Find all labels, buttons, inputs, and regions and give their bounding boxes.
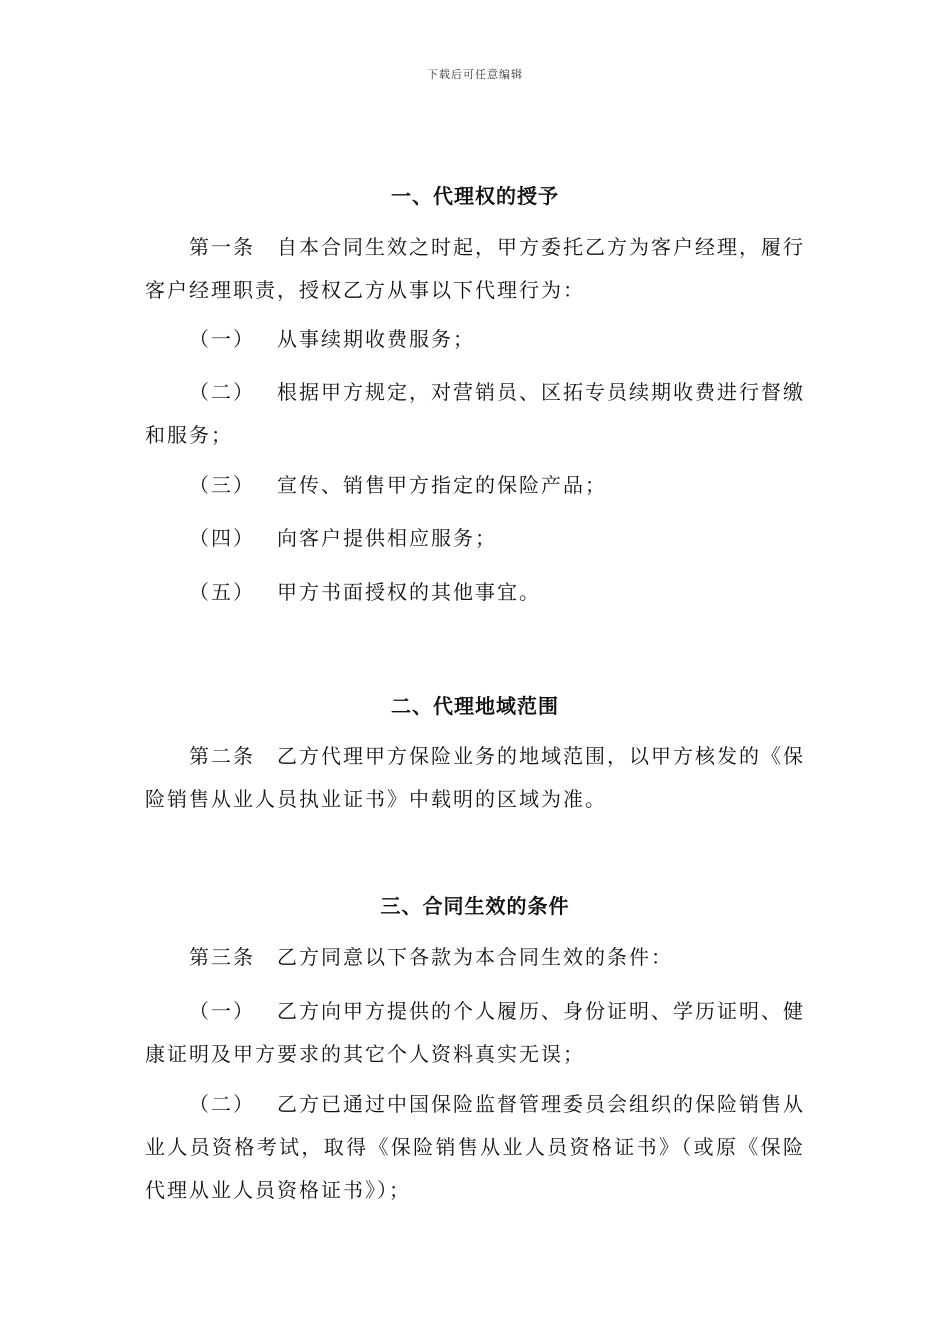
section-title: 一、代理权的授予 [391,184,559,208]
item-number: （二） [189,1092,255,1116]
item-text: 宣传、销售甲方指定的保险产品； [277,473,607,497]
item-text: 甲方书面授权的其他事宜。 [277,580,541,604]
list-item [145,990,805,1076]
item-number: （五） [189,580,255,604]
article-label: 第一条 [189,235,255,259]
list-item [145,1083,805,1212]
item-text: 乙方向甲方提供的个人履历、身份证明、学历证明、健康证明及甲方要求的其它个人资料真实无误； [145,999,805,1066]
list-item [145,318,805,361]
article-paragraph [145,735,805,821]
item-text: 乙方已通过中国保险监督管理委员会组织的保险销售从业人员资格考试，取得《保险销售从业人员资格证书》（或原《保险代理从业人员资格证书》）； [145,1092,805,1202]
item-text: 根据甲方规定，对营销员、区拓专员续期收费进行督缴和服务； [145,380,805,447]
section-title: 二、代理地域范围 [391,694,559,718]
list-item [145,371,805,457]
article-text: 乙方同意以下各款为本合同生效的条件： [277,945,673,969]
item-text: 从事续期收费服务； [277,327,475,351]
article-paragraph [145,936,805,979]
article-label: 第二条 [189,744,255,768]
article-paragraph [145,226,805,312]
list-item [145,517,805,560]
article-text: 自本合同生效之时起，甲方委托乙方为客户经理，履行客户经理职责，授权乙方从事以下代理行为： [145,235,805,302]
item-number: （一） [189,999,255,1023]
list-item [145,464,805,507]
item-number: （三） [189,473,255,497]
item-number: （四） [189,526,255,550]
item-number: （一） [189,327,255,351]
page-header-note: 下载后可任意编辑 [427,68,523,81]
item-text: 向客户提供相应服务； [277,526,497,550]
list-item [145,571,805,614]
article-label: 第三条 [189,945,255,969]
section-title: 三、合同生效的条件 [380,894,570,918]
article-text: 乙方代理甲方保险业务的地域范围，以甲方核发的《保险销售从业人员执业证书》中载明的区域为准。 [145,744,805,811]
item-number: （二） [189,380,255,404]
